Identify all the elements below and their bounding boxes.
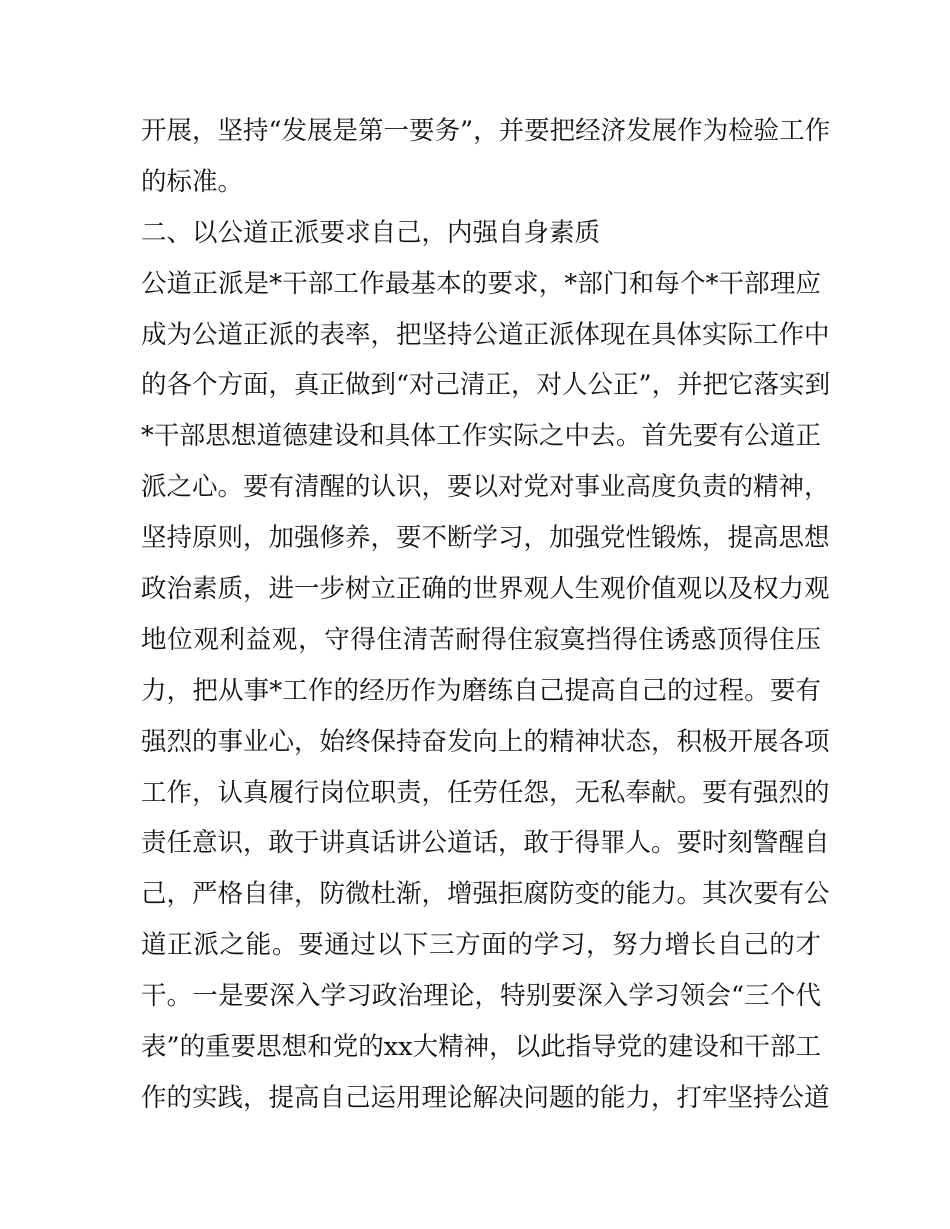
text-line: 的各个方面，真正做到“对己清正，对人公正”，并把它落实到 xyxy=(141,370,831,401)
body-text xyxy=(141,106,831,1124)
text-line: 力，把从事*工作的经历作为磨练自己提高自己的过程。要有 xyxy=(141,675,821,706)
text-line: 工作，认真履行岗位职责，任劳任怨，无私奉献。要有强烈的 xyxy=(141,777,830,808)
text-line: 地位观利益观，守得住清苦耐得住寂寞挡得住诱惑顶得住压 xyxy=(141,624,821,655)
text-line: 的标准。 xyxy=(141,166,244,197)
text-line: 派之心。要有清醒的认识，要以对党对事业高度负责的精神， xyxy=(141,472,830,503)
text-line: 公道正派是*干部工作最基本的要求，*部门和每个*干部理应 xyxy=(141,268,821,299)
text-line: 成为公道正派的表率，把坚持公道正派体现在具体实际工作中 xyxy=(141,319,830,350)
text-line: 表”的重要思想和党的xx大精神，以此指导党的建设和干部工 xyxy=(141,1032,821,1063)
text-line: 己，严格自律，防微杜渐，增强拒腐防变的能力。其次要有公 xyxy=(141,879,830,910)
text-line: 作的实践，提高自己运用理论解决问题的能力，打牢坚持公道 xyxy=(141,1082,830,1113)
text-line: 政治素质，进一步树立正确的世界观人生观价值观以及权力观 xyxy=(141,574,830,605)
text-line: *干部思想道德建设和具体工作实际之中去。首先要有公道正 xyxy=(141,421,821,452)
text-line: 坚持原则，加强修养，要不断学习，加强党性锻炼，提高思想 xyxy=(141,523,830,554)
text-line: 强烈的事业心，始终保持奋发向上的精神状态，积极开展各项 xyxy=(141,726,830,757)
text-line: 道正派之能。要通过以下三方面的学习，努力增长自己的才 xyxy=(141,930,821,961)
text-line: 干。一是要深入学习政治理论，特别要深入学习领会“三个代 xyxy=(141,981,821,1012)
section-heading: 二、以公道正派要求自己，内强自身素质 xyxy=(141,217,601,248)
text-line: 责任意识，敢于讲真话讲公道话，敢于得罪人。要时刻警醒自 xyxy=(141,828,830,859)
text-line: 开展，坚持“发展是第一要务”，并要把经济发展作为检验工作 xyxy=(141,116,831,146)
